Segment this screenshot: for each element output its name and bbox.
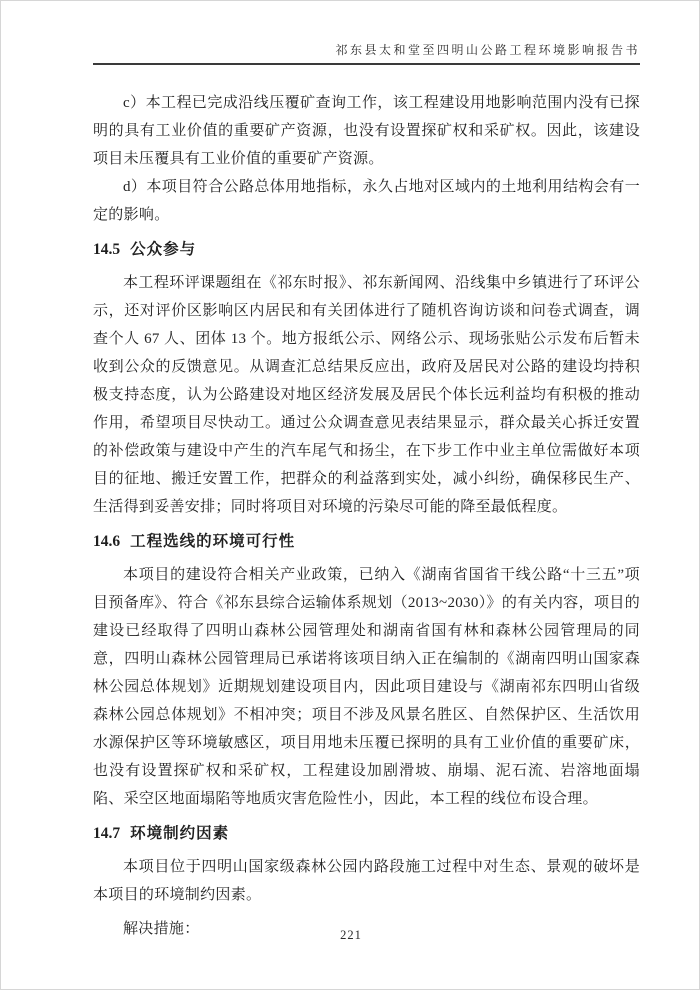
section-14-6-paragraph: 本项目的建设符合相关产业政策，已纳入《湖南省国省干线公路“十三五”项目预备库》、符合《祁东县综合运输体系规划（2013~2030）》的有关内容，项目的建设已经取得了四明山森林公园管理处和湖南省国有林和森林公园管理局的同意，四明山森林公园管理局已承诺将该项目纳入正在编制的《湖南四明山国家森林公园总体规划》近期规划建设项目内，因此项目建设与《湖南祁东四明山省级森林公园总体规划》不相冲突；项目不涉及风景名胜区、自然保护区、生活饮用水源保护区等环境敏感区，项目用地未压覆已探明的具有工业价值的重要矿床，也没有设置探矿权和采矿权，工程建设加剧滑坡、崩塌、泥石流、岩溶地面塌陷、采空区地面塌陷等地质灾害危险性小，因此，本工程的线位布设合理。 xyxy=(93,567,640,807)
solution-measures-lead: 解决措施： xyxy=(123,921,200,937)
section-title: 环境制约因素 xyxy=(130,825,230,842)
section-14-7-paragraph: 本项目位于四明山国家级森林公园内路段施工过程中对生态、景观的破坏是本项目的环境制约因素。 xyxy=(93,859,640,903)
page-content xyxy=(93,89,640,943)
paragraph-item-c: c）本工程已完成沿线压覆矿查询工作，该工程建设用地影响范围内没有已探明的具有工业价值的重要矿产资源，也没有设置探矿权和采矿权。因此，该建设项目未压覆具有工业价值的重要矿产资源。 xyxy=(93,95,640,167)
section-number: 14.6 xyxy=(93,533,121,550)
section-number: 14.5 xyxy=(93,241,121,258)
section-title: 工程选线的环境可行性 xyxy=(130,533,296,550)
footer-page-number: 221 xyxy=(340,928,362,942)
page-header xyxy=(93,41,640,65)
section-heading-14-7 xyxy=(93,820,640,848)
section-heading-14-5 xyxy=(93,236,640,264)
section-14-5-paragraph: 本工程环评课题组在《祁东时报》、祁东新闻网、沿线集中乡镇进行了环评公示，还对评价区影响区内居民和有关团体进行了随机咨询访谈和问卷式调查，调查个人 67 人、团体 13 个。地方报纸公示、网络公示、现场张贴公示发布后暂未收到公众的反馈意见。从调查汇总结果反应出，政府及居民对公路的建设均持积极支持态度，认为公路建设对地区经济发展及居民个体长远利益均有积极的推动作用，希望项目尽快动工。通过公众调查意见表结果显示，群众最关心拆迁安置的补偿政策与建设中产生的汽车尾气和扬尘，在下步工作中业主单位需做好本项目的征地、搬迁安置工作，把群众的利益落到实处，减小纠纷，确保移民生产、生活得到妥善安排；同时将项目对环境的污染尽可能的降至最低程度。 xyxy=(93,275,640,515)
header-title: 祁东县太和堂至四明山公路工程环境影响报告书 xyxy=(335,43,640,57)
paragraph-item-d: d）本项目符合公路总体用地指标，永久占地对区域内的土地利用结构会有一定的影响。 xyxy=(93,179,640,223)
section-title: 公众参与 xyxy=(130,241,197,258)
section-number: 14.7 xyxy=(93,825,121,842)
section-heading-14-6 xyxy=(93,528,640,556)
